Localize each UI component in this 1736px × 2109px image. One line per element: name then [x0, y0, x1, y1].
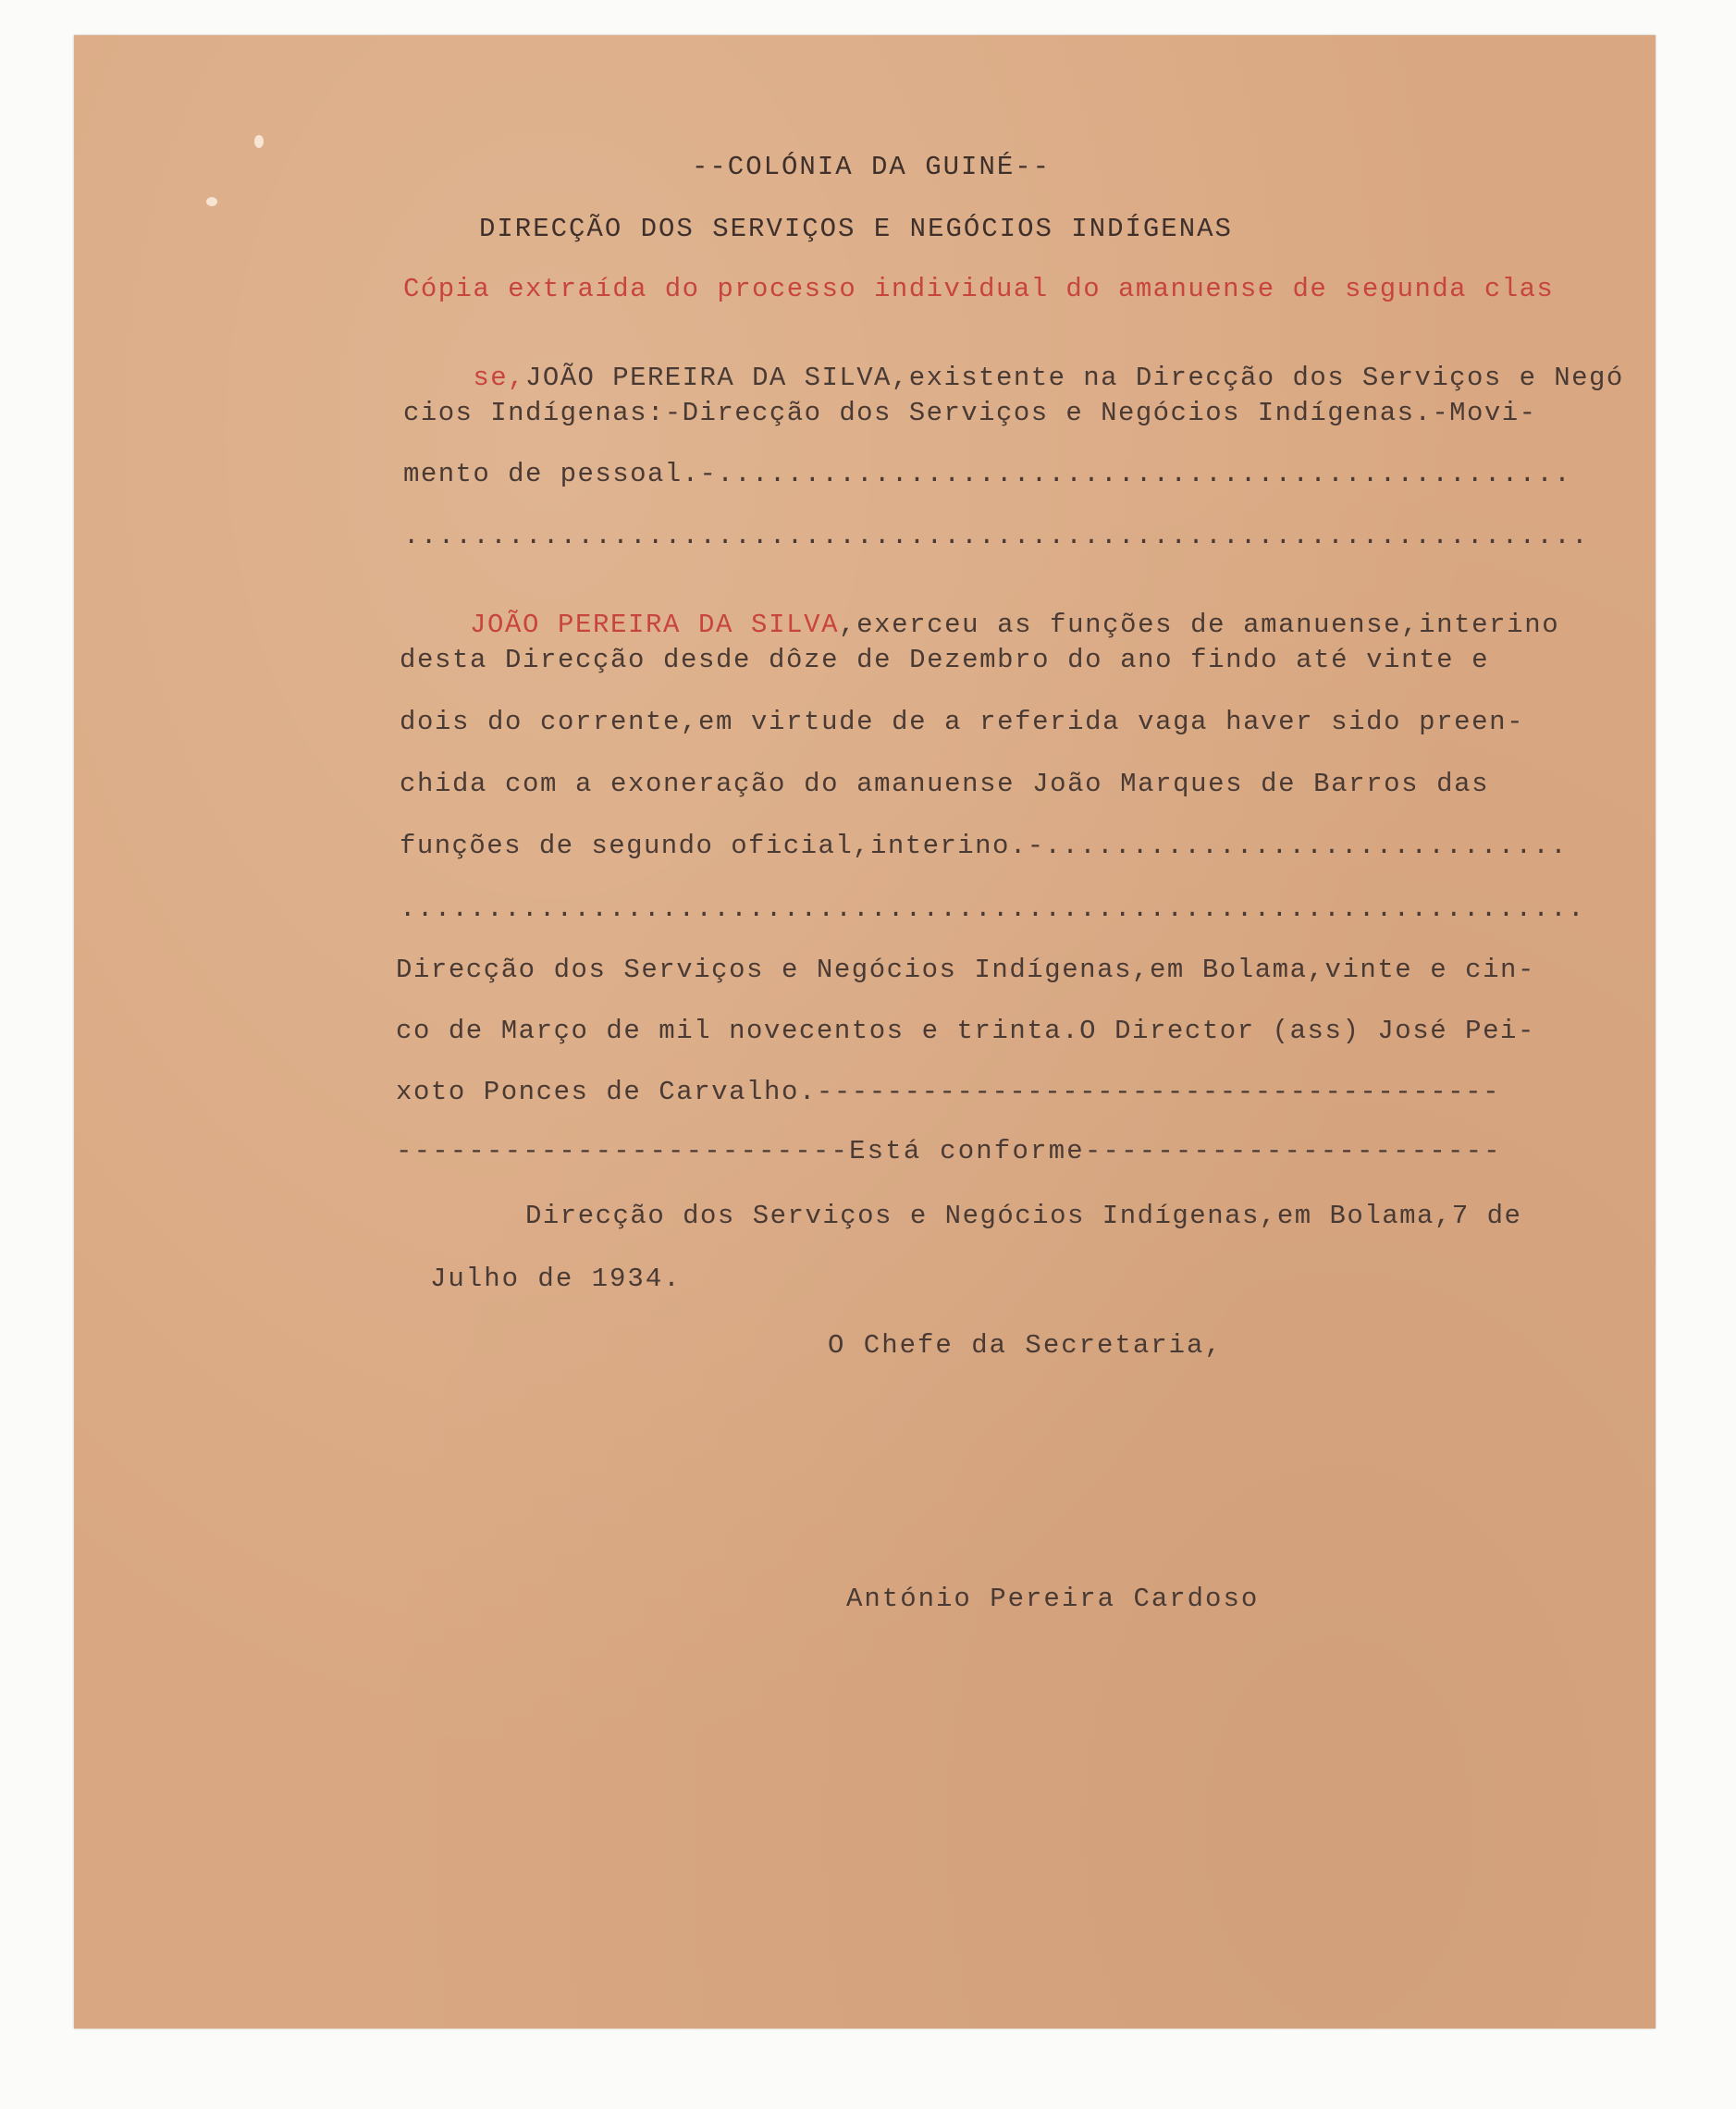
signatory-name: António Pereira Cardoso	[846, 1584, 1260, 1614]
colony-title: --COLÓNIA DA GUINÉ--	[692, 152, 1052, 182]
body-line-5: funções de segundo oficial,interino.-..............................	[400, 831, 1569, 861]
intro-line-4: mento de pessoal.-.................................................	[403, 459, 1572, 489]
document-sheet	[74, 35, 1656, 2029]
closing-line-2: co de Março de mil novecentos e trinta.O Director (ass) José Pei-	[396, 1016, 1535, 1046]
body-line-2: desta Direcção desde dôze de Dezembro do ano findo até vinte e	[400, 645, 1490, 675]
conforme-line: -------------------------Está conforme-----------------------	[396, 1136, 1502, 1166]
employee-name: JOÃO PEREIRA DA SILVA	[470, 610, 840, 640]
body-line-1-text: ,exerceu as funções de amanuense,interino	[839, 610, 1560, 640]
intro-line-1: Cópia extraída do processo individual do amanuense de segunda clas	[403, 274, 1555, 304]
closing-line-1: Direcção dos Serviços e Negócios Indígenas,em Bolama,vinte e cin-	[396, 955, 1535, 985]
body-dotted-line: ....................................................................	[400, 894, 1585, 924]
body-line-3: dois do corrente,em virtude de a referida vaga haver sido preen-	[400, 707, 1525, 737]
certification-date: Julho de 1934.	[430, 1264, 682, 1294]
intro-line-2-prefix: se,	[473, 363, 525, 393]
paper-mark	[254, 135, 264, 148]
closing-line-3: xoto Ponces de Carvalho.---------------------------------------	[396, 1077, 1501, 1107]
intro-line-2-text: JOÃO PEREIRA DA SILVA,existente na Direcção dos Serviços e Negó	[524, 363, 1624, 393]
department-heading: DIRECÇÃO DOS SERVIÇOS E NEGÓCIOS INDÍGENAS	[479, 214, 1233, 244]
intro-dotted-line: ....................................................................	[403, 521, 1589, 551]
intro-line-3: cios Indígenas:-Direcção dos Serviços e Negócios Indígenas.-Movi-	[403, 398, 1537, 428]
certification-line-1: Direcção dos Serviços e Negócios Indígenas,em Bolama,7 de	[525, 1201, 1522, 1231]
paper-mark	[206, 197, 217, 206]
body-line-4: chida com a exoneração do amanuense João Marques de Barros das	[400, 769, 1490, 799]
signatory-role: O Chefe da Secretaria,	[828, 1330, 1223, 1361]
